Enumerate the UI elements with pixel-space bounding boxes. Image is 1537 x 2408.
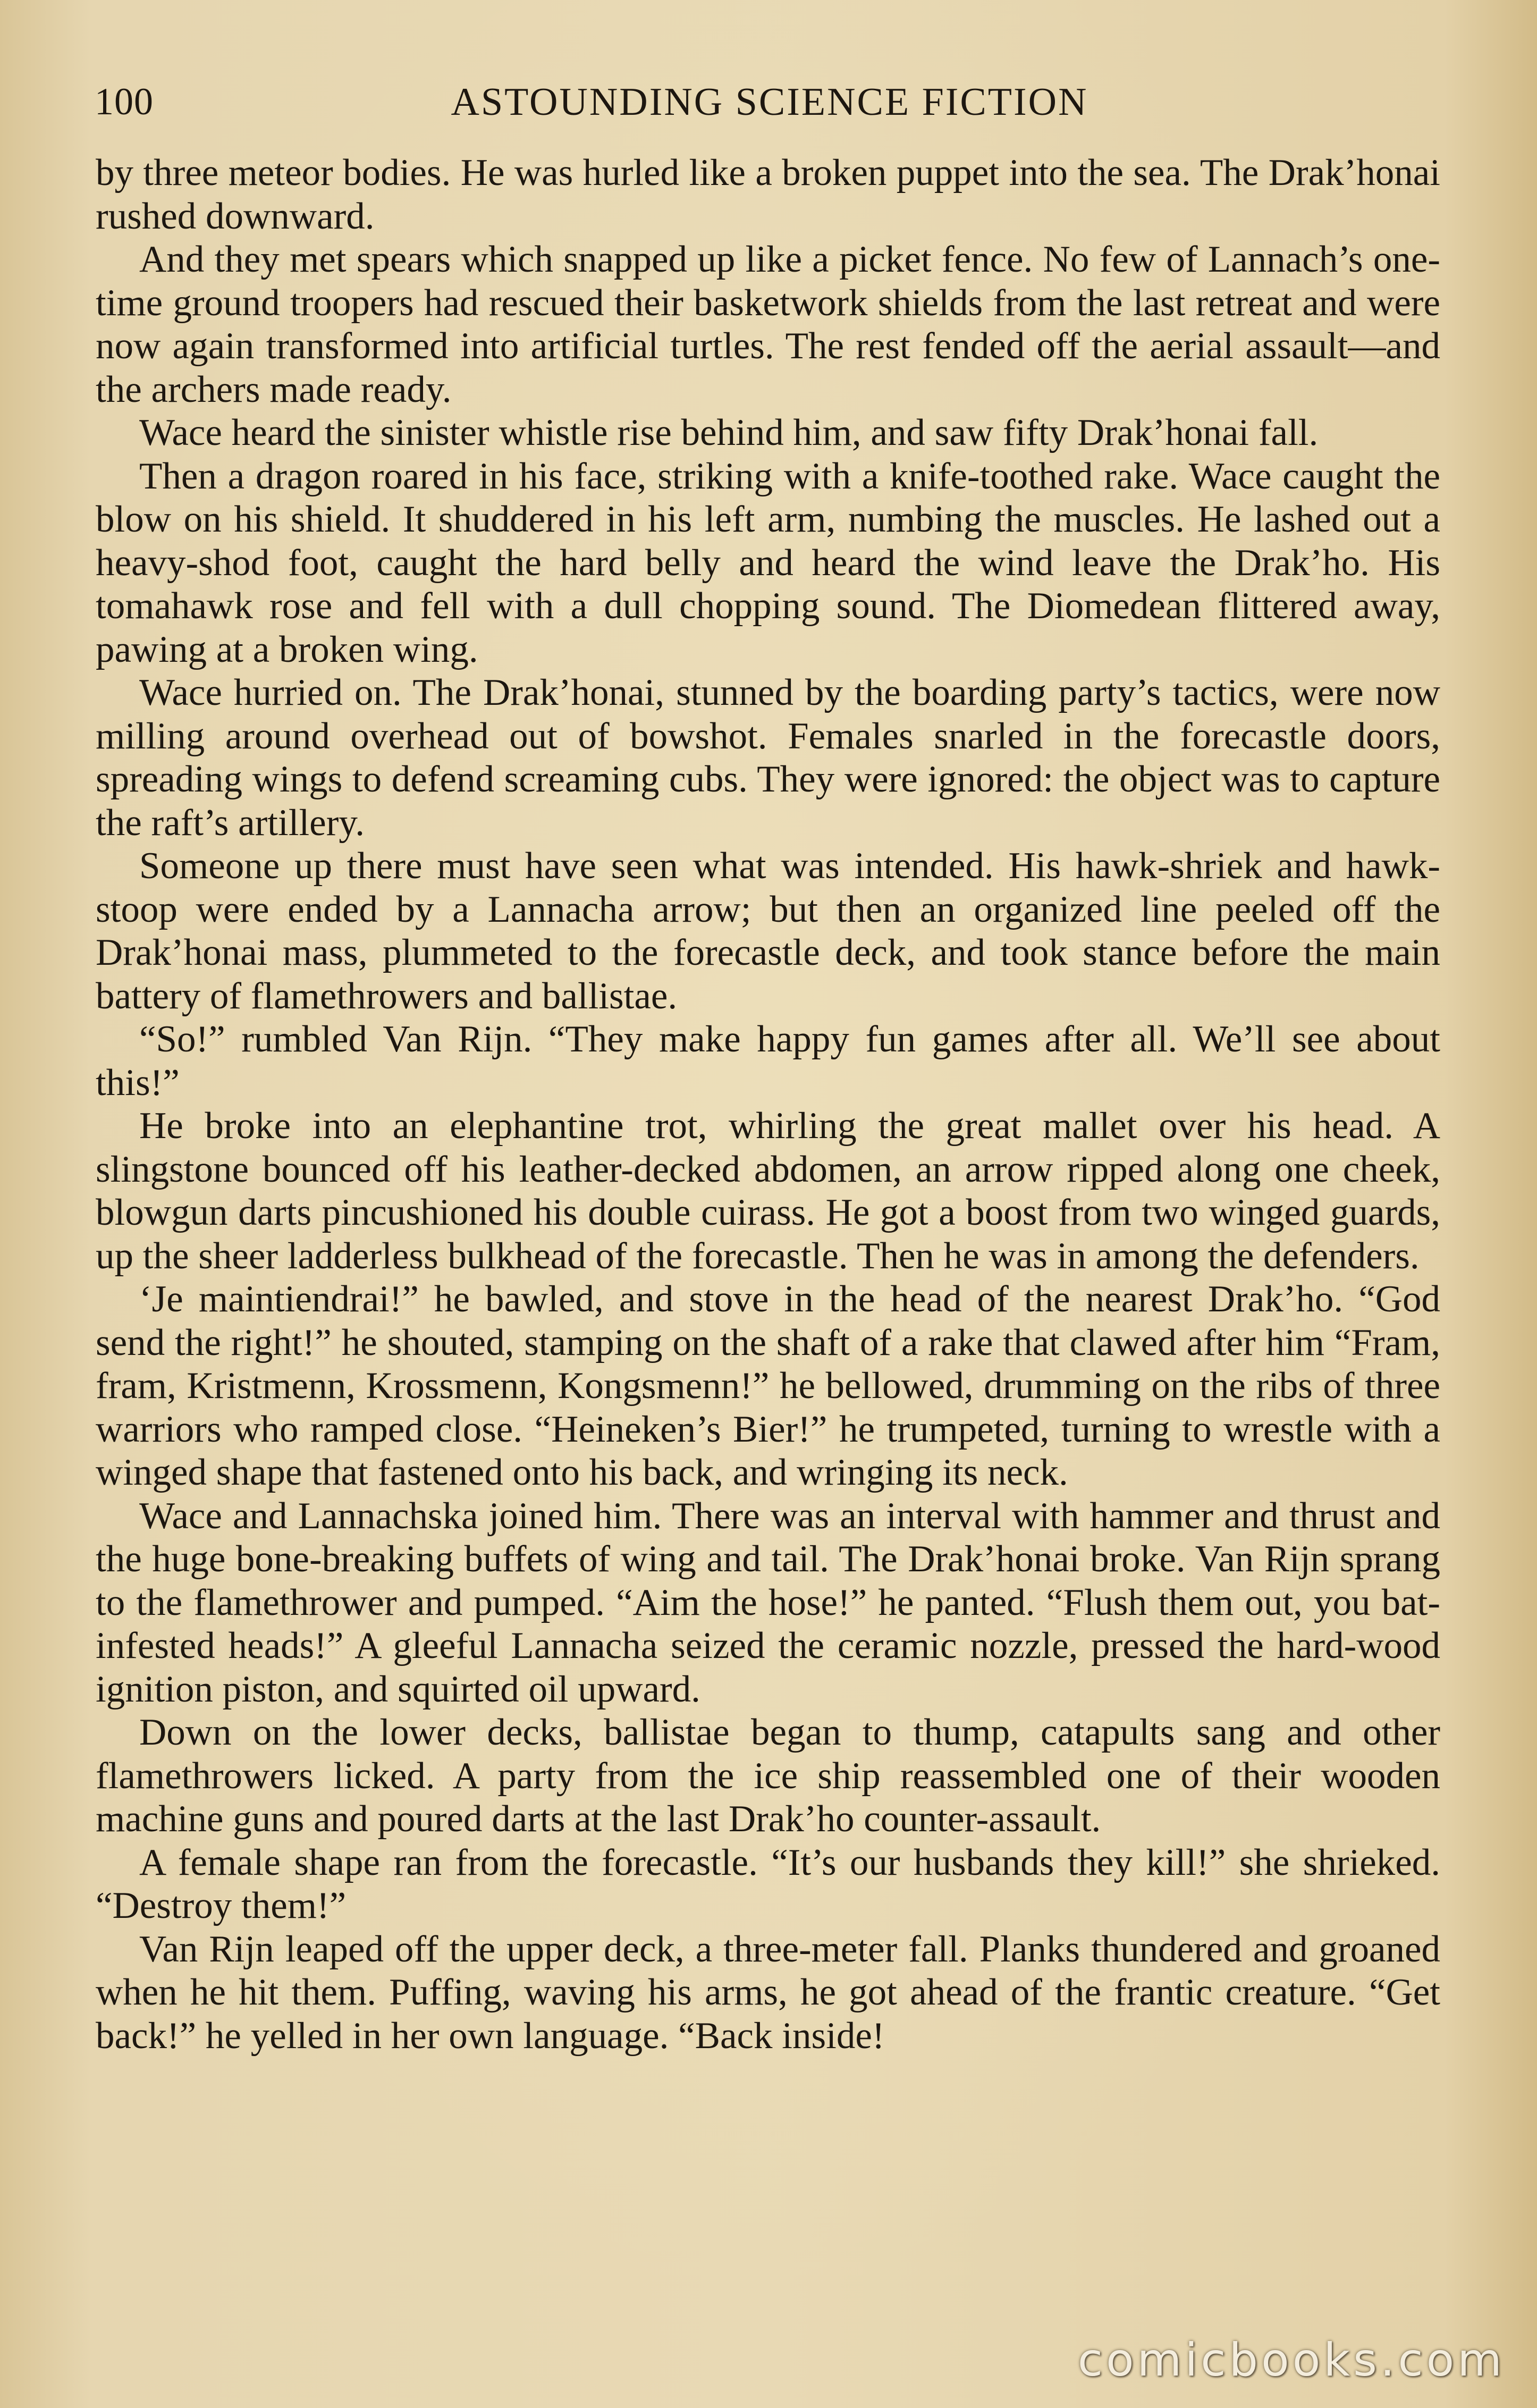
paragraph: Van Rijn leaped off the upper deck, a three-meter fall. Planks thundered and groaned when he hit them. Puffing, waving his arms, he got ahead of the frantic creature. “Get back!” he yelled in her own language. “Back inside! [96, 1928, 1440, 2057]
paragraph: He broke into an elephantine trot, whirling the great mallet over his head. A slingstone bounced off his leather-decked abdomen, an arrow ripped along one cheek, blowgun darts pincushioned his double cuirass. He got a boost from two winged guards, up the sheer ladderless bulkhead of the forecastle. Then he was in among the defenders. [96, 1105, 1440, 1277]
paragraph: Wace and Lannachska joined him. There was an interval with hammer and thrust and the huge bone-breaking buffets of wing and tail. The Drak’honai broke. Van Rijn sprang to the flamethrower and pumped. “Aim the hose!” he panted. “Flush them out, you bat-infested heads!” A gleeful Lannacha seized the ceramic nozzle, pressed the hard-wood ignition piston, and squirted oil upward. [96, 1495, 1440, 1710]
paragraph: Wace heard the sinister whistle rise behind him, and saw fifty Drak’honai fall. [139, 412, 1319, 453]
story-text [96, 151, 1440, 2058]
paragraph: by three meteor bodies. He was hurled like a broken puppet into the sea. The Drak’honai rushed downward. [96, 152, 1440, 237]
page-number: 100 [95, 80, 154, 123]
paragraph: A female shape ran from the forecastle. “It’s our husbands they kill!” she shrieked. “Destroy them!” [96, 1841, 1440, 1926]
paragraph: “So!” rumbled Van Rijn. “They make happy fun games after all. We’ll see about this!” [96, 1018, 1440, 1104]
running-head-title: ASTOUNDING SCIENCE FICTION [451, 80, 1088, 124]
watermark-text: comicbooks.com [1077, 2334, 1505, 2387]
paragraph: Then a dragon roared in his face, striking with a knife-toothed rake. Wace caught the blow on his shield. It shuddered in his left arm, numbing the muscles. He lashed out a heavy-shod foot, caught the hard belly and heard the wind leave the Drak’ho. His tomahawk rose and fell with a dull chopping sound. The Diomedean flittered away, pawing at a broken wing. [96, 455, 1440, 670]
page-header [95, 80, 1445, 133]
paragraph: Someone up there must have seen what was intended. His hawk-shriek and hawk-stoop were ended by a Lannacha arrow; but then an organized line peeled off the Drak’honai mass, plummeted to the forecastle deck, and took stance before the main battery of flamethrowers and ballistae. [96, 845, 1440, 1017]
paragraph: And they met spears which snapped up like a picket fence. No few of Lannach’s one-time ground troopers had rescued their basketwork shields from the last retreat and were now again transformed into artificial turtles. The rest fended off the aerial assault—and the archers made ready. [96, 239, 1440, 410]
paragraph: Wace hurried on. The Drak’honai, stunned by the boarding party’s tactics, were now milling around overhead out of bowshot. Females snarled in the forecastle doors, spreading wings to defend screaming cubs. They were ignored: the object was to capture the raft’s artillery. [96, 672, 1440, 844]
paragraph: ‘Je maintiendrai!” he bawled, and stove in the head of the nearest Drak’ho. “God send the right!” he shouted, stamping on the shaft of a rake that clawed after him “Fram, fram, Kristmenn, Krossmenn, Kongsmenn!” he bellowed, drumming on the ribs of three warriors who ramped close. “Heineken’s Bier!” he trumpeted, turning to wrestle with a winged shape that fastened onto his back, and wringing its neck. [96, 1278, 1440, 1493]
paragraph: Down on the lower decks, ballistae began to thump, catapults sang and other flamethrowers licked. A party from the ice ship reassembled one of their wooden machine guns and poured darts at the last Drak’ho counter-assault. [96, 1712, 1440, 1840]
